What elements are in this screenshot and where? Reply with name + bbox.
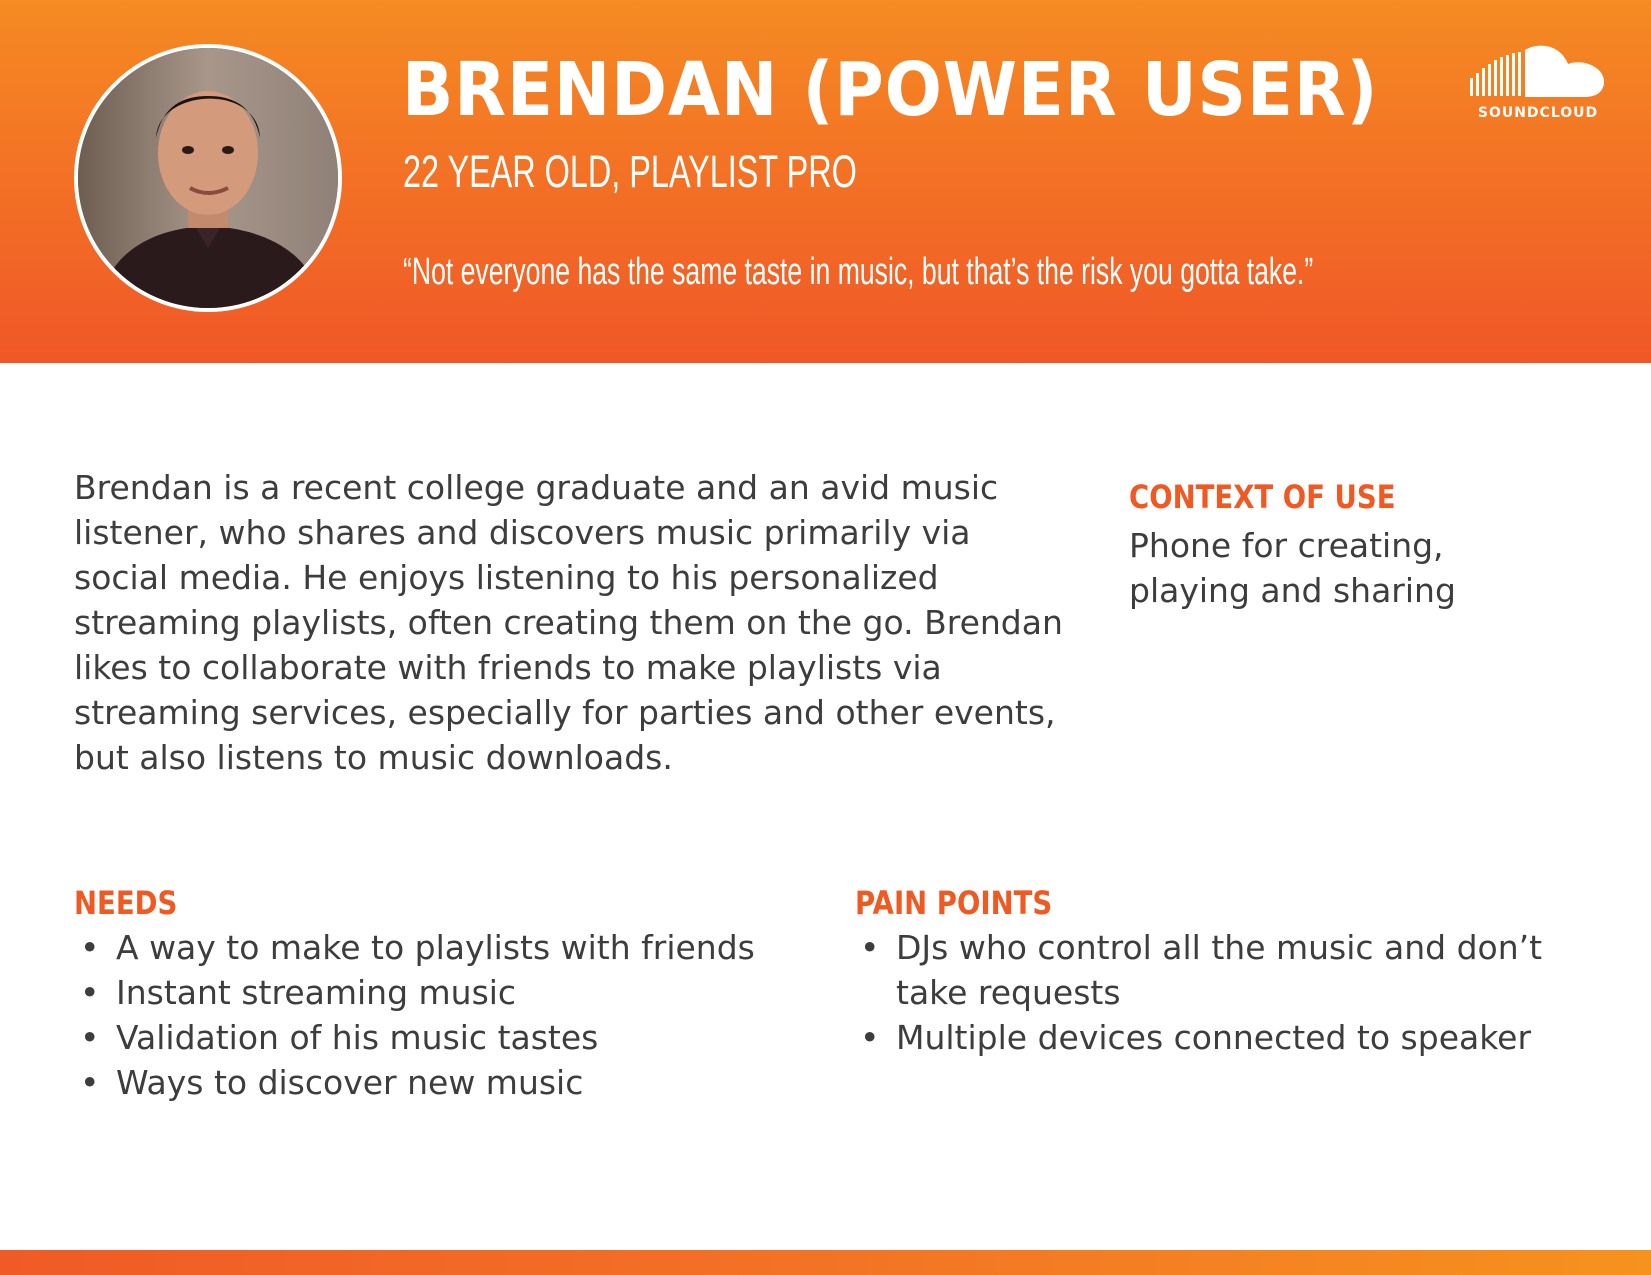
needs-list-item: • Ways to discover new music xyxy=(78,1060,798,1105)
pain-points-heading: PAIN POINTS xyxy=(855,884,1053,922)
pain-points-list-item: • DJs who control all the music and don’t take requests xyxy=(858,925,1608,1015)
footer-bar xyxy=(0,1250,1651,1275)
soundcloud-logo xyxy=(1468,40,1608,124)
avatar-photo xyxy=(78,48,338,308)
cloud-waveform-icon xyxy=(1468,40,1608,104)
needs-list-item: • Instant streaming music xyxy=(78,970,798,1015)
needs-list-item: • A way to make to playlists with friends xyxy=(78,925,798,970)
needs-list xyxy=(78,925,798,1105)
context-text: Phone for creating, playing and sharing xyxy=(1129,526,1456,610)
pain-points-list xyxy=(858,925,1608,1060)
header-banner xyxy=(0,0,1651,363)
persona-subtitle: 22 YEAR OLD, PLAYLIST PRO xyxy=(403,146,857,197)
pain-points-list-item: • Multiple devices connected to speaker xyxy=(858,1015,1608,1060)
persona-name-title: BRENDAN (POWER USER) xyxy=(402,47,1379,133)
avatar xyxy=(74,44,342,312)
soundcloud-logo-text: SOUNDCLOUD xyxy=(1477,105,1599,121)
context-heading: CONTEXT OF USE xyxy=(1129,478,1396,516)
needs-list-item: • Validation of his music tastes xyxy=(78,1015,798,1060)
needs-heading: NEEDS xyxy=(74,884,178,922)
persona-quote: “Not everyone has the same taste in music, but that’s the risk you gotta take.” xyxy=(403,251,1314,293)
persona-bio: Brendan is a recent college graduate and an avid music listener, who shares and discovers music primarily via social media. He enjoys listening to his personalized streaming playlists, often creating them on the go. Brendan likes to collaborate with friends to make playlists via streaming services, especially for parties and other events, but also listens to music downloads. xyxy=(74,468,1063,777)
